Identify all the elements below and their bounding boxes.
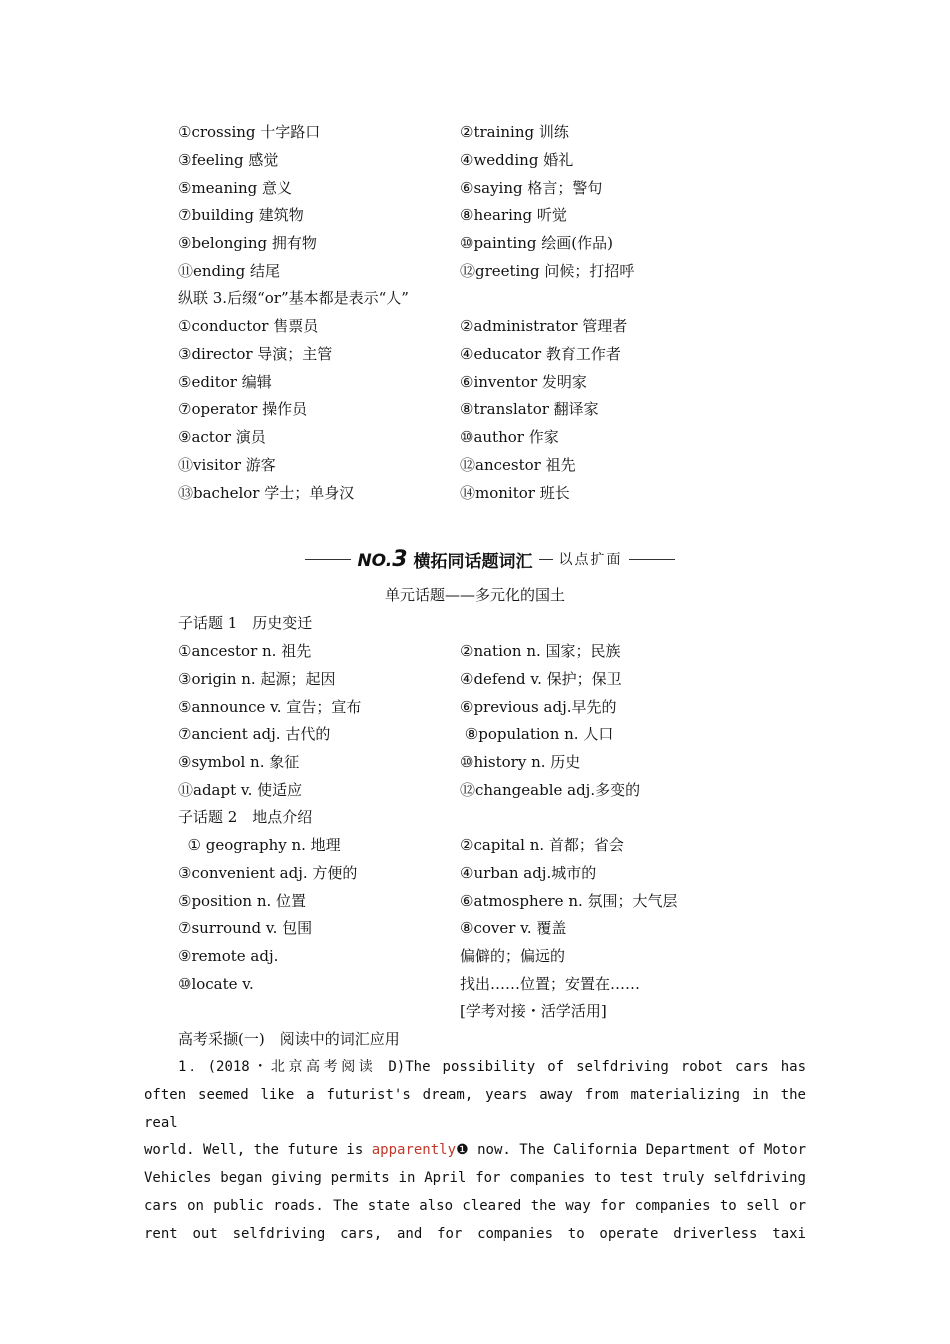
vocab-entry-right: ⑥atmosphere n. 氛围；大气层 [460,891,678,910]
vocab-entry-left: ⑬bachelor 学士；单身汉 [178,483,355,502]
passage-line-2: often seemed like a futurist's dream, years away from materializing in the real [144,1086,806,1131]
vocab-row [178,148,818,172]
vocab-entry-right: ②administrator 管理者 [460,317,628,335]
footnote-marker: ❶ [456,1142,469,1159]
no3-label: NO.3 [357,546,408,572]
vocab-entry-right: ④urban adj.城市的 [460,863,597,882]
vocab-entry-right: ⑭monitor 班长 [460,483,570,502]
vocab-entry-left: ①crossing 十字路口 [178,123,321,141]
vocab-entry-right: 偏僻的；偏远的 [460,947,566,966]
vocab-row [178,639,818,663]
vocab-entry-right: ⑥inventor 发明家 [460,372,587,391]
vocab-row [178,397,818,421]
vocab-entry-right: ⑩author 作家 [460,428,559,447]
middle-rule [539,559,553,560]
vocab-entry-left: ⑤position n. 位置 [178,891,307,910]
no3-subtitle: 以点扩面 [558,552,623,568]
vocab-entry-left: ③director 导演；主管 [178,344,333,363]
vocab-entry-left: ⑪ending 结尾 [178,262,280,280]
xuekao-tag: [学考对接・活学活用] [460,1002,607,1020]
vocab-entry-right: ⑫greeting 问候；打招呼 [460,262,635,280]
vocab-row [178,481,818,505]
vocab-row [178,667,818,691]
subtopic-2-heading: 子话题 2 地点介绍 [178,808,313,826]
vocab-row [178,370,818,394]
vocab-entry-left: ⑦operator 操作员 [178,400,308,419]
vocab-entry-left: ①conductor 售票员 [178,317,319,335]
vocab-entry-right: ⑧cover v. 覆盖 [460,919,567,938]
vocab-entry-right: ②capital n. 首都；省会 [460,836,624,854]
vocab-entry-right: ②nation n. 国家；民族 [460,642,621,660]
vocab-entry-left: ⑨remote adj. [178,947,279,966]
vocab-entry-left: ⑩locate v. [178,975,254,993]
vocab-row [178,695,818,719]
vocab-entry-right: ⑧translator 翻译家 [460,400,599,419]
vocab-row [178,203,818,227]
vocab-row [178,425,818,449]
vocab-entry-right: ⑩painting 绘画(作品) [460,234,614,253]
vocab-row [178,176,818,200]
vocab-entry-right: ⑧population n. 人口 [460,725,614,744]
vocab-entry-left: ⑪adapt v. 使适应 [178,781,303,799]
vocab-entry-left: ⑨symbol n. 象征 [178,753,300,772]
vocab-entry-left: ⑨belonging 拥有物 [178,234,317,253]
vocab-row [178,750,818,774]
vocab-entry-right: ②training 训练 [460,123,569,141]
vocab-entry-left: ⑦building 建筑物 [178,206,304,225]
vocab-entry-left: ③feeling 感觉 [178,150,279,169]
vocab-entry-left: ③origin n. 起源；起因 [178,669,336,688]
passage-line-4: Vehicles began giving permits in April for companies to test truly selfdriving [144,1170,806,1187]
subtopic-1-heading: 子话题 1 历史变迁 [178,614,313,632]
vocab-entry-left: ⑪visitor 游客 [178,456,276,474]
vocab-row [178,916,818,940]
vocab-entry-right: ④wedding 婚礼 [460,150,574,169]
vocab-entry-left: ①ancestor n. 祖先 [178,642,312,660]
gaokao-heading: 高考采撷(一) 阅读中的词汇应用 [178,1030,400,1048]
vocab-entry-right: ⑥saying 格言；警句 [460,178,603,197]
vocab-row [178,778,818,802]
vocab-row [178,231,818,255]
left-rule [305,559,351,560]
vocab-entry-right: 找出……位置；安置在…… [460,975,641,993]
vocab-entry-right: ④educator 教育工作者 [460,344,621,363]
vocab-entry-right: ④defend v. 保护；保卫 [460,669,622,688]
highlighted-word: apparently [371,1142,457,1159]
vocab-entry-right: ⑫changeable adj.多变的 [460,781,641,799]
or-suffix-heading: 纵联 3.后缀“or”基本都是表示“人” [178,289,409,307]
unit-topic: 单元话题——多元化的国土 [384,586,565,604]
vocab-entry-left: ⑤announce v. 宣告；宣布 [178,697,362,716]
vocab-row [178,342,818,366]
vocab-entry-left: ⑤editor 编辑 [178,372,272,391]
vocab-row [178,833,818,857]
passage-line-5: cars on public roads. The state also cleared the way for companies to sell or [144,1197,806,1214]
vocab-entry-right: ⑩history n. 历史 [460,753,581,772]
vocab-entry-left: ① geography n. 地理 [178,836,341,854]
vocab-entry-left: ⑦surround v. 包围 [178,919,313,938]
vocab-entry-right: ⑫ancestor 祖先 [460,456,576,474]
no3-title: 横拓同话题词汇 [413,551,533,572]
vocab-entry-left: ⑦ancient adj. 古代的 [178,725,331,744]
vocab-row [178,120,818,144]
vocab-row [178,944,818,968]
reading-passage [144,1054,806,1249]
passage-line-6: rent out selfdriving cars, and for companies to operate driverless taxi [144,1225,806,1242]
vocab-row [178,722,818,746]
vocab-row [178,314,818,338]
vocab-row [178,889,818,913]
vocab-entry-right: ⑥previous adj.早先的 [460,697,617,716]
vocab-entry-left: ⑤meaning 意义 [178,178,292,197]
passage-line-3: world. Well, the future is apparently❶ now. The California Department of Motor [144,1142,806,1159]
vocab-row [178,972,818,996]
no3-section-heading [300,546,680,572]
vocab-row [178,259,818,283]
vocab-entry-left: ⑨actor 演员 [178,428,266,447]
vocab-entry-right: ⑧hearing 听觉 [460,206,567,225]
passage-line-1: 1．(2018・北京高考阅读 D)The possibility of selfdriving robot cars has [178,1059,806,1075]
vocab-row [178,861,818,885]
right-rule [629,559,675,560]
vocab-row [178,453,818,477]
vocab-entry-left: ③convenient adj. 方便的 [178,863,358,882]
